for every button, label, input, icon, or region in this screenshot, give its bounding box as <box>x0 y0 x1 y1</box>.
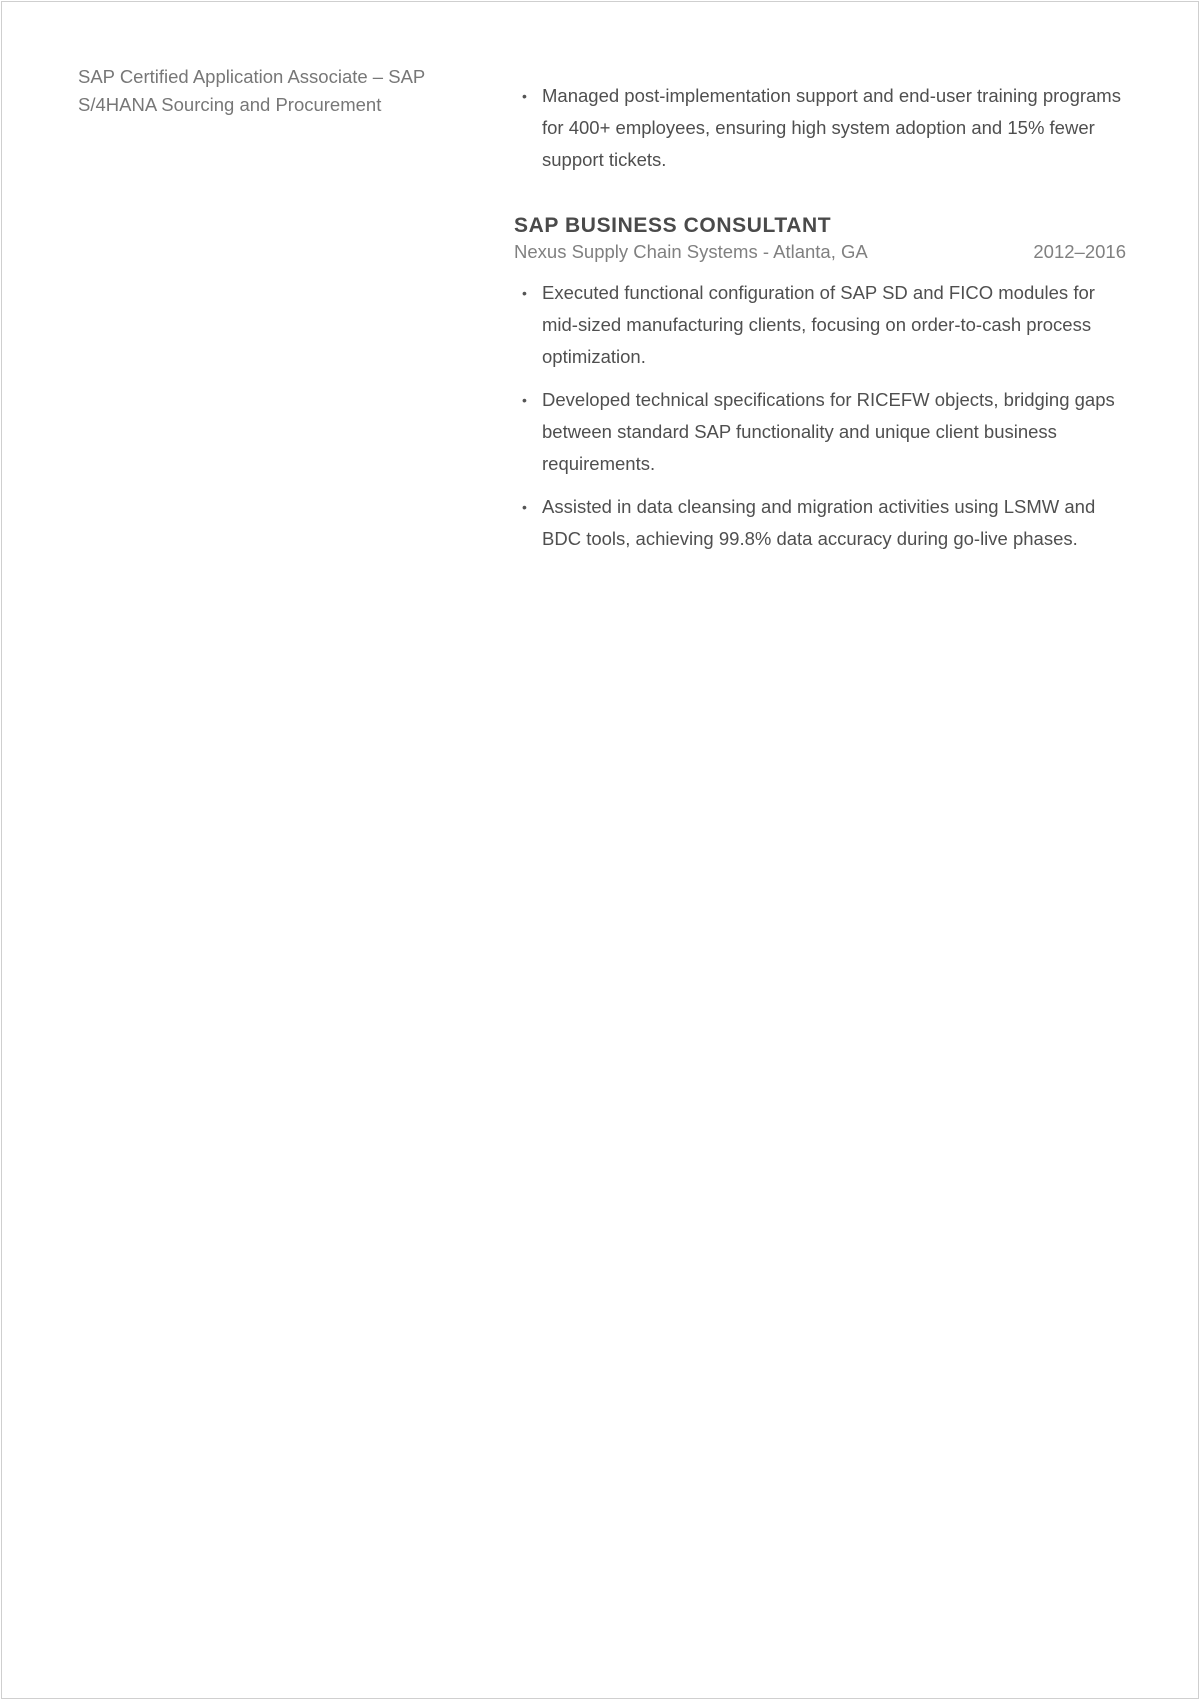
company-location: Nexus Supply Chain Systems - Atlanta, GA <box>514 241 868 262</box>
resume-page <box>1 1 1199 1699</box>
job-dates: 2012–2016 <box>1033 241 1126 262</box>
experience-column <box>514 80 1126 566</box>
certification-item: SAP Certified Application Associate – SAP S/4HANA Sourcing and Procurement <box>78 66 425 115</box>
bullet-text: Managed post-implementation support and end-user training programs for 400+ employees, ensuring high system adoption and 15% fewer support tickets. <box>542 85 1121 170</box>
bullet-dot-icon: • <box>522 88 527 104</box>
bullet-text: Executed functional configuration of SAP SD and FICO modules for mid-sized manufacturing clients, focusing on order-to-cash process optimization. <box>542 282 1095 367</box>
bullet-dot-icon: • <box>522 285 527 301</box>
bullet-item <box>514 384 1126 480</box>
bullet-dot-icon: • <box>522 392 527 408</box>
job-meta <box>514 239 1126 265</box>
job-entry <box>514 213 1126 555</box>
job-title: SAP BUSINESS CONSULTANT <box>514 214 832 237</box>
bullet-item <box>514 491 1126 555</box>
bullet-dot-icon: • <box>522 499 527 515</box>
bullet-text: Assisted in data cleansing and migration activities using LSMW and BDC tools, achieving 99.8% data accuracy during go-live phases. <box>542 496 1096 549</box>
job-bullets <box>514 277 1126 555</box>
previous-job-bullets <box>514 80 1126 176</box>
bullet-item <box>514 277 1126 373</box>
bullet-item <box>514 80 1126 176</box>
bullet-text: Developed technical specifications for RICEFW objects, bridging gaps between standard SAP functionality and unique client business requirements. <box>542 389 1115 474</box>
left-column <box>78 63 438 118</box>
